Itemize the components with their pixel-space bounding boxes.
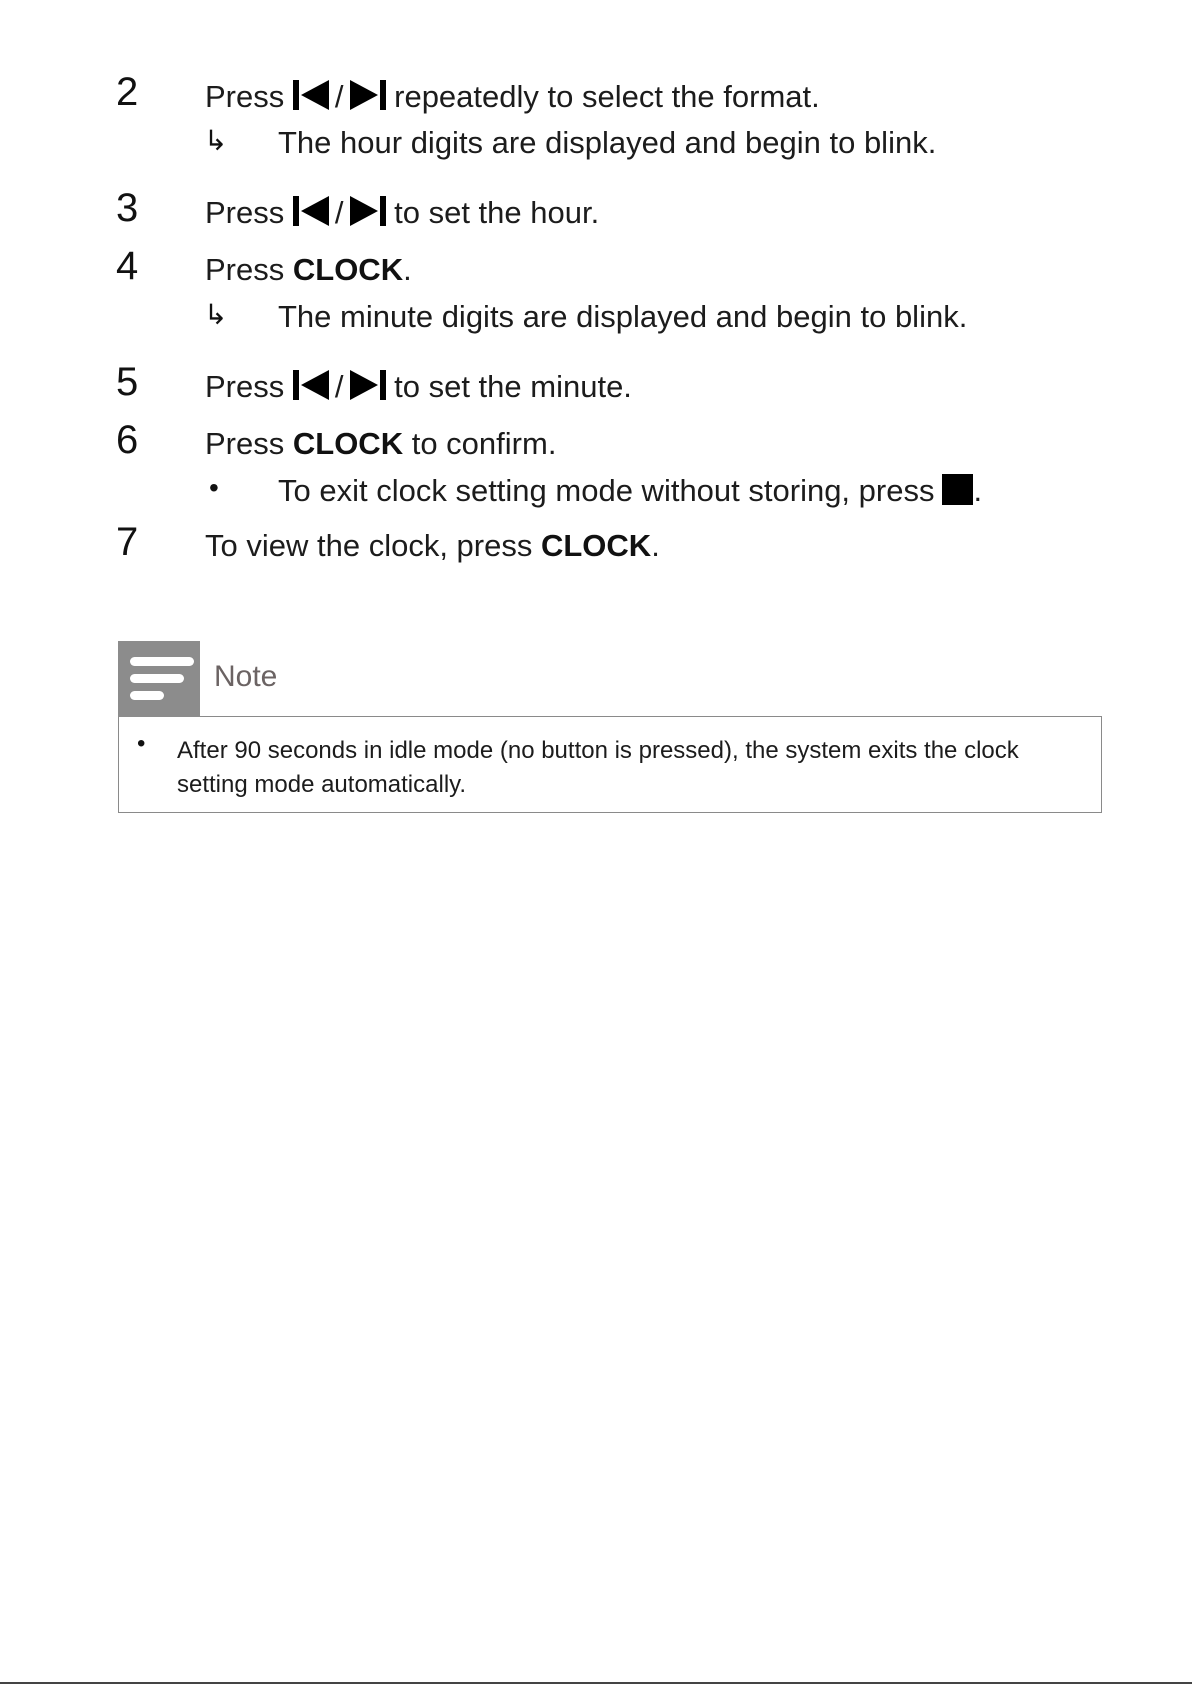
next-track-icon xyxy=(350,370,386,400)
step-text-pre: Press xyxy=(205,369,285,404)
clock-button-label: CLOCK xyxy=(292,426,404,461)
step-text-post: to set the minute. xyxy=(394,369,632,404)
step-instruction xyxy=(205,80,820,112)
tip-text-wrap xyxy=(278,474,982,506)
bullet: • xyxy=(209,472,219,503)
step-instruction xyxy=(205,428,556,459)
icon-separator: / xyxy=(334,369,344,404)
note-title: Note xyxy=(214,660,278,693)
step-text-post: . xyxy=(651,528,660,563)
step-instruction xyxy=(205,530,660,561)
step-instruction xyxy=(205,196,599,228)
result-text: The hour digits are displayed and begin to blink. xyxy=(278,125,937,160)
step-text-pre: Press xyxy=(205,426,285,461)
next-track-icon xyxy=(350,196,386,226)
step-number: 4 xyxy=(116,244,139,288)
step-text-pre: To view the clock, press xyxy=(205,528,533,563)
step-text-post: to set the hour. xyxy=(394,195,600,230)
step-text-pre: Press xyxy=(205,79,285,114)
next-track-icon xyxy=(350,80,386,110)
previous-track-icon xyxy=(293,196,329,226)
step-instruction xyxy=(205,254,412,285)
step-instruction xyxy=(205,370,632,402)
note-text: After 90 seconds in idle mode (no button is pressed), the system exits the clock setting mode automatically. xyxy=(177,737,1019,798)
step-number: 5 xyxy=(116,360,139,404)
tip-end: . xyxy=(973,473,983,508)
result-arrow-icon: ↳ xyxy=(204,125,228,156)
icon-separator: / xyxy=(334,195,344,230)
step-text-pre: Press xyxy=(205,195,285,230)
stop-icon xyxy=(942,474,973,505)
step-number: 6 xyxy=(116,418,139,462)
step-number: 7 xyxy=(116,520,139,564)
step-number: 3 xyxy=(116,186,139,230)
note-bullet: • xyxy=(137,730,146,757)
icon-separator: / xyxy=(334,79,344,114)
clock-button-label: CLOCK xyxy=(292,252,404,287)
clock-button-label: CLOCK xyxy=(540,528,652,563)
step-number: 2 xyxy=(116,70,139,114)
tip-text: To exit clock setting mode without storing, press xyxy=(278,473,935,508)
note-icon xyxy=(118,641,200,717)
step-text-post: to confirm. xyxy=(411,426,557,461)
result-arrow-icon: ↳ xyxy=(204,299,228,330)
step-text-post: . xyxy=(403,252,412,287)
step-text-post: repeatedly to select the format. xyxy=(394,79,820,114)
previous-track-icon xyxy=(293,370,329,400)
page-bottom-rule xyxy=(0,1682,1192,1684)
result-text: The minute digits are displayed and begin to blink. xyxy=(278,299,968,334)
step-text-pre: Press xyxy=(205,252,285,287)
previous-track-icon xyxy=(293,80,329,110)
